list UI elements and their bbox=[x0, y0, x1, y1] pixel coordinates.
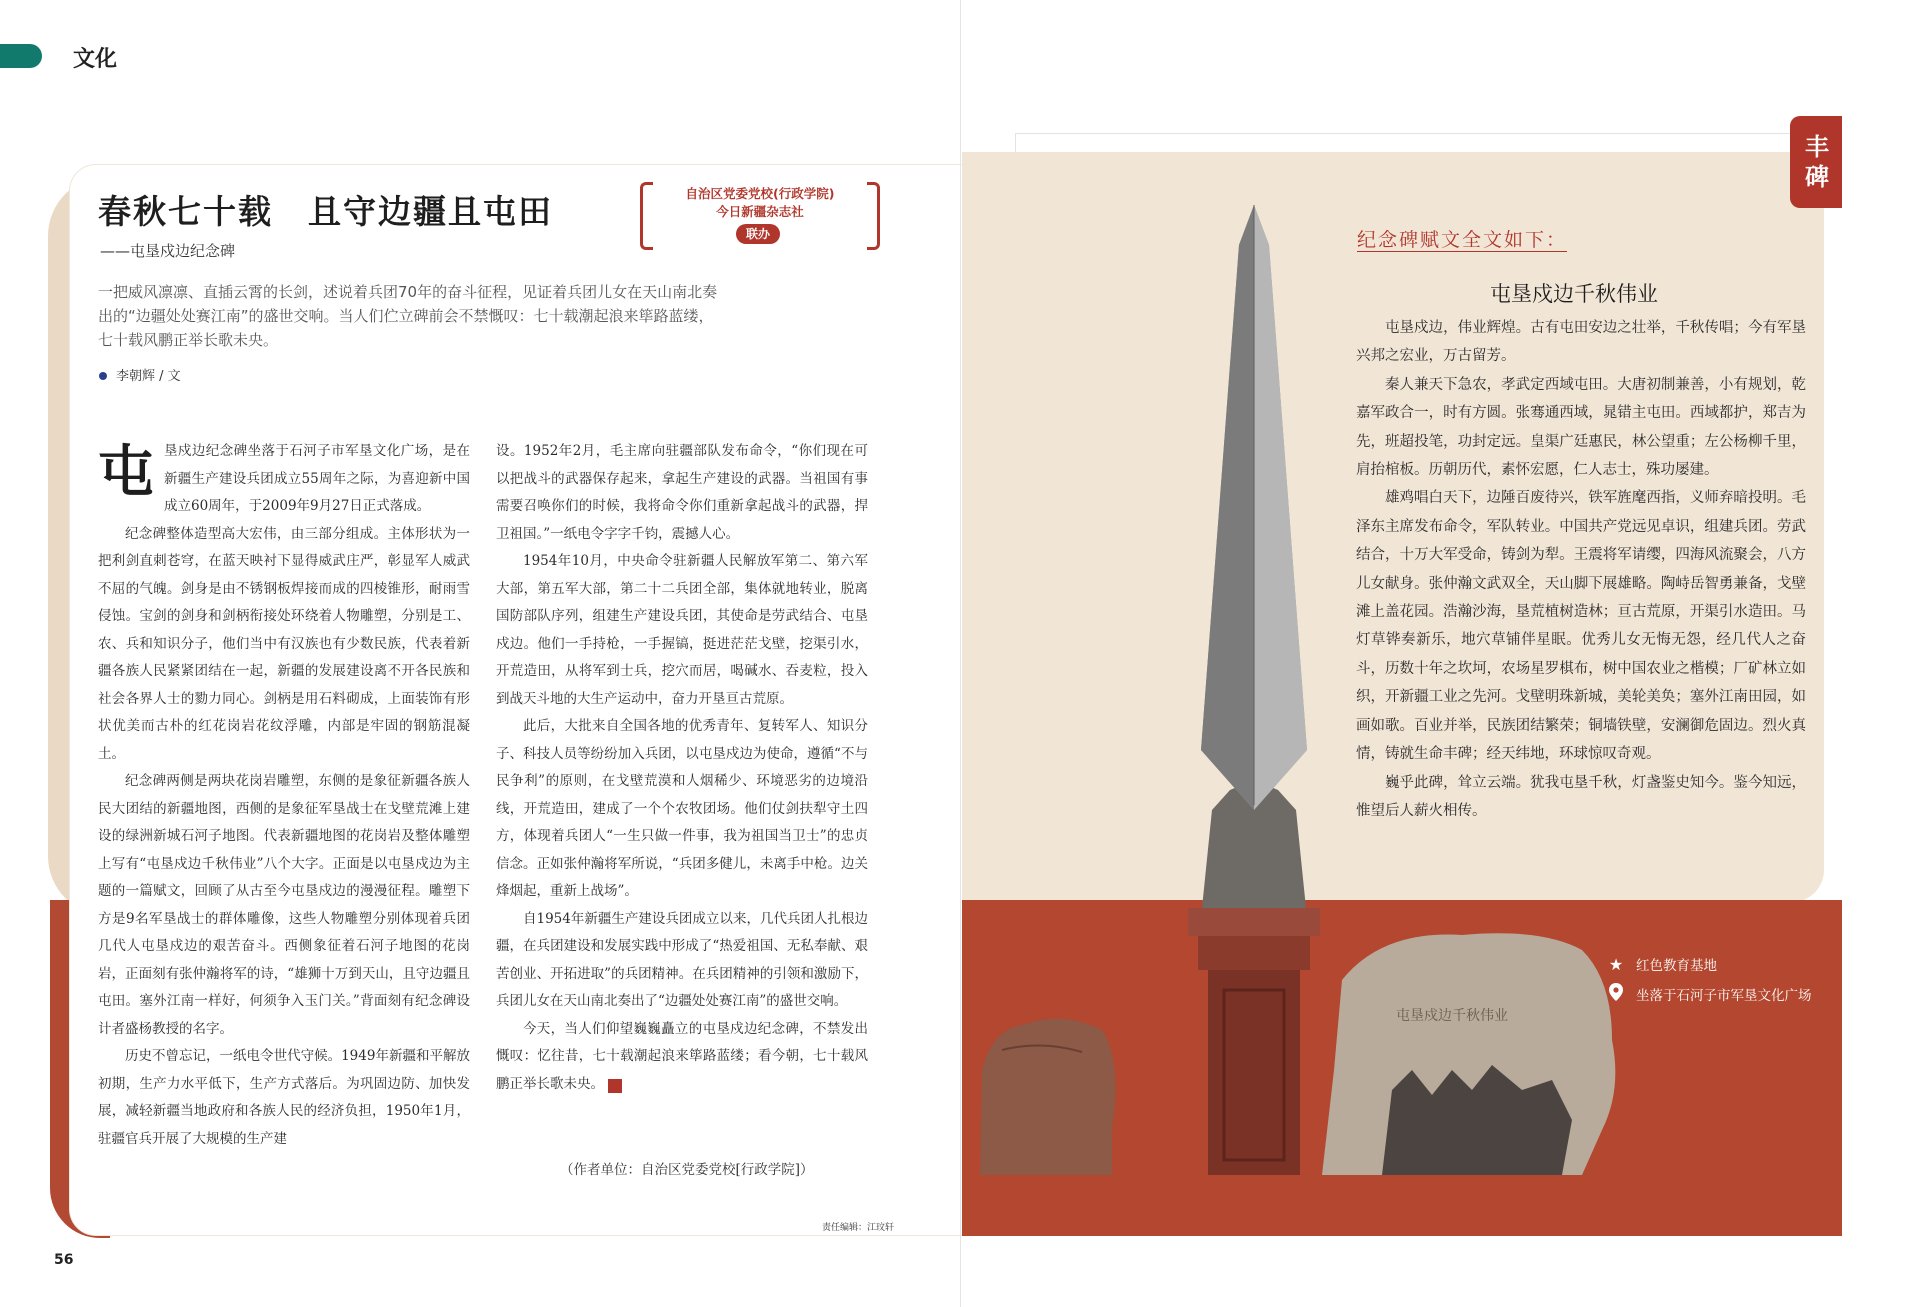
info-text: 坐落于石河子市军垦文化广场 bbox=[1636, 988, 1812, 1004]
partner-name: 今日新疆杂志社 bbox=[716, 204, 804, 219]
fu-paragraph: 屯垦戍边，伟业辉煌。古有屯田安边之壮举，千秋传唱；今有军垦兴邦之宏业，万古留芳。 bbox=[1356, 320, 1806, 365]
rock-inscription: 屯垦戍边千秋伟业 bbox=[1396, 1008, 1508, 1024]
partner-name: 自治区党委党校(行政学院) bbox=[685, 186, 835, 201]
body-text: 今天，当人们仰望巍巍矗立的屯垦戍边纪念碑，不禁发出慨叹：忆往昔，七十载潮起浪来筚路蓝缕；看今朝，七十载风鹏正举长歌未央。 bbox=[496, 1020, 868, 1092]
body-paragraph bbox=[98, 438, 470, 521]
pedestal-cap bbox=[1198, 935, 1310, 970]
body-paragraph: 历史不曾忘记，一纸电令世代守候。1949年新疆和平解放初期，生产力水平低下，生产方式落后。为巩固边防、加快发展，减轻新疆当地政府和各族人民的经济负担，1950年1月，驻疆官兵开展了大规模的生产建 bbox=[98, 1048, 470, 1147]
page-number: 56 bbox=[54, 1252, 74, 1268]
body-paragraph: 此后，大批来自全国各地的优秀青年、复转军人、知识分子、科技人员等纷纷加入兵团，以屯垦戍边为使命，遵循“不与民争利”的原则，在戈壁荒漠和人烟稀少、环境恶劣的边境沿线，开荒造田，建成了一个个农牧团场。他们仗剑扶犁守土四方，体现着兵团人“一生只做一件事，我为祖国当卫士”的忠贞信念。正如张仲瀚将军所说，“兵团多健儿，未离手中枪。边关烽烟起，重新上战场”。 bbox=[496, 718, 868, 899]
body-paragraph bbox=[496, 1016, 868, 1099]
article-lead: 一把威风凛凛、直插云霄的长剑，述说着兵团70年的奋斗征程，见证着兵团儿女在天山南北奏出的“边疆处处赛江南”的盛世交响。当人们伫立碑前会不禁慨叹：七十载潮起浪来筚路蓝缕，七十载风鹏正举长歌未央。 bbox=[98, 283, 718, 349]
author-byline: 李朝辉 / 文 bbox=[116, 369, 181, 384]
author-bullet-icon bbox=[99, 372, 107, 380]
info-location bbox=[1606, 983, 1812, 1005]
column-tab-label: 丰碑 bbox=[1805, 133, 1829, 191]
partner-box bbox=[640, 182, 880, 248]
body-paragraph: 自1954年新疆生产建设兵团成立以来，几代兵团人扎根边疆，在兵团建设和发展实践中形成了“热爱祖国、无私奉献、艰苦创业、开拓进取”的兵团精神。在兵团精神的引领和激励下，兵团儿女在天山南北奏出了“边疆处处赛江南”的盛世交响。 bbox=[496, 910, 868, 1009]
page-gutter bbox=[960, 0, 961, 1307]
body-paragraph: 1954年10月，中央命令驻新疆人民解放军第二、第六军大部，第五军大部，第二十二兵团全部，集体就地转业，脱离国防部队序列，组建生产建设兵团，其使命是劳武结合、屯垦戍边。他们一手持枪，一手握镐，挺进茫茫戈壁，挖渠引水，开荒造田，从将军到士兵，挖穴而居，喝碱水、吞麦粒，投入到战天斗地的大生产运动中，奋力开垦亘古荒原。 bbox=[496, 553, 868, 707]
fu-paragraph: 巍乎此碑，耸立云端。犹我屯垦千秋，灯盏鉴史知今。鉴今知远，惟望后人薪火相传。 bbox=[1356, 774, 1806, 819]
left-rock bbox=[980, 1019, 1115, 1175]
fu-heading: 纪念碑赋文全文如下： bbox=[1357, 229, 1568, 251]
body-paragraph: 设。1952年2月，毛主席向驻疆部队发布命令，“你们现在可以把战斗的武器保存起来，拿起生产建设的武器。当祖国有事需要召唤你们的时候，我将命令你们重新拿起战斗的武器，捍卫祖国。”一纸电令字字千钧，震撼人心。 bbox=[496, 443, 868, 542]
drop-cap: 屯 bbox=[98, 439, 154, 505]
editor-credit: 责任编辑：江玟轩 bbox=[822, 1223, 895, 1233]
location-pin-icon bbox=[1606, 983, 1626, 1005]
fu-paragraph: 雄鸡唱白天下，边陲百废待兴，铁军旌麾西指，义师弃暗投明。毛泽东主席发布命令，军队转业。中国共产党远见卓识，组建兵团。劳武结合，十万大军受命，铸剑为犁。王震将军请缨，四海风流聚会，八方儿女献身。张仲瀚文武双全，天山脚下展雄略。陶峙岳智勇兼备，戈壁滩上盖花园。浩瀚沙海，垦荒植树造林；亘古荒原，开渠引水造田。马灯草铧奏新乐，地穴草铺伴星眠。优秀儿女无悔无怨，经几代人之奋斗，历数十年之坎坷，农场星罗棋布，树中国农业之楷模；厂矿林立如织，开新疆工业之先河。戈壁明珠新城，美轮美奂；塞外江南田园，如画如歌。百业并举，民族团结繁荣；铜墙铁壁，安澜御危固边。烈火真情，铸就生命丰碑；经天纬地，环球惊叹奇观。 bbox=[1356, 490, 1806, 763]
star-icon: ★ bbox=[1608, 954, 1624, 974]
info-text: 红色教育基地 bbox=[1636, 958, 1717, 974]
fu-title: 屯垦戍边千秋伟业 bbox=[1490, 282, 1658, 306]
body-column-2 bbox=[496, 438, 868, 1098]
pedestal-body bbox=[1208, 970, 1300, 1175]
author-affiliation: （作者单位：自治区党委党校[行政学院]） bbox=[560, 1162, 814, 1178]
pedestal-top bbox=[1188, 908, 1320, 936]
section-label: 文化 bbox=[73, 47, 118, 72]
partner-tag: 联办 bbox=[736, 224, 780, 244]
body-text: 垦戍边纪念碑坐落于石河子市军垦文化广场，是在新疆生产建设兵团成立55周年之际，为喜迎新中国成立60周年，于2009年9月27日正式落成。 bbox=[164, 443, 470, 514]
body-paragraph: 纪念碑整体造型高大宏伟，由三部分组成。主体形状为一把利剑直刺苍穹，在蓝天映衬下显得威武庄严，彰显军人威武不屈的气魄。剑身是由不锈钢板焊接而成的四棱锥形，耐雨雪侵蚀。宝剑的剑身和剑柄衔接处环绕着人物雕塑，分别是工、农、兵和知识分子，他们当中有汉族也有少数民族，代表着新疆各族人民紧紧团结在一起，新疆的发展建设离不开各民族和社会各界人士的勠力同心。剑柄是用石料砌成，上面装饰有形状优美而古朴的红花岗岩花纹浮雕，内部是牢固的钢筋混凝土。 bbox=[98, 525, 470, 762]
body-paragraph: 纪念碑两侧是两块花岗岩雕塑，东侧的是象征新疆各族人民大团结的新疆地图，西侧的是象征军垦战士在戈壁荒滩上建设的绿洲新城石河子地图。代表新疆地图的花岗岩及整体雕塑上写有“屯垦戍边千秋伟业”八个大字。正面是以屯垦戍边为主题的一篇赋文，回顾了从古至今屯垦戍边的漫漫征程。雕塑下方是9名军垦战士的群体雕像，这些人物雕塑分别体现着兵团几代人屯垦戍边的艰苦奋斗。西侧象征着石河子地图的花岗岩，正面刻有张仲瀚将军的诗，“雄狮十万到天山，且守边疆且屯田。塞外江南一样好，何须争入玉门关。”背面刻有纪念碑设计者盛杨教授的名字。 bbox=[98, 773, 470, 1037]
info-education-base bbox=[1606, 954, 1717, 974]
fu-text bbox=[1356, 314, 1806, 825]
article-title: 春秋七十载 且守边疆且屯田 bbox=[98, 192, 553, 231]
end-mark-icon: J bbox=[608, 1079, 622, 1093]
fu-paragraph: 秦人兼天下急农，孝武定西域屯田。大唐初制兼善，小有规划，乾嘉军政合一，时有方圆。张骞通西域，晁错主屯田。西域都护，郑吉为先，班超投笔，功封定远。皇渠广廷惠民，林公望重；左公杨柳千里，肩抬棺板。历朝历代，素怀宏愿，仁人志士，殊功屡建。 bbox=[1356, 376, 1806, 479]
body-column-1 bbox=[98, 438, 470, 1153]
section-pill bbox=[0, 44, 42, 68]
article-subtitle: ——屯垦戍边纪念碑 bbox=[100, 242, 236, 260]
